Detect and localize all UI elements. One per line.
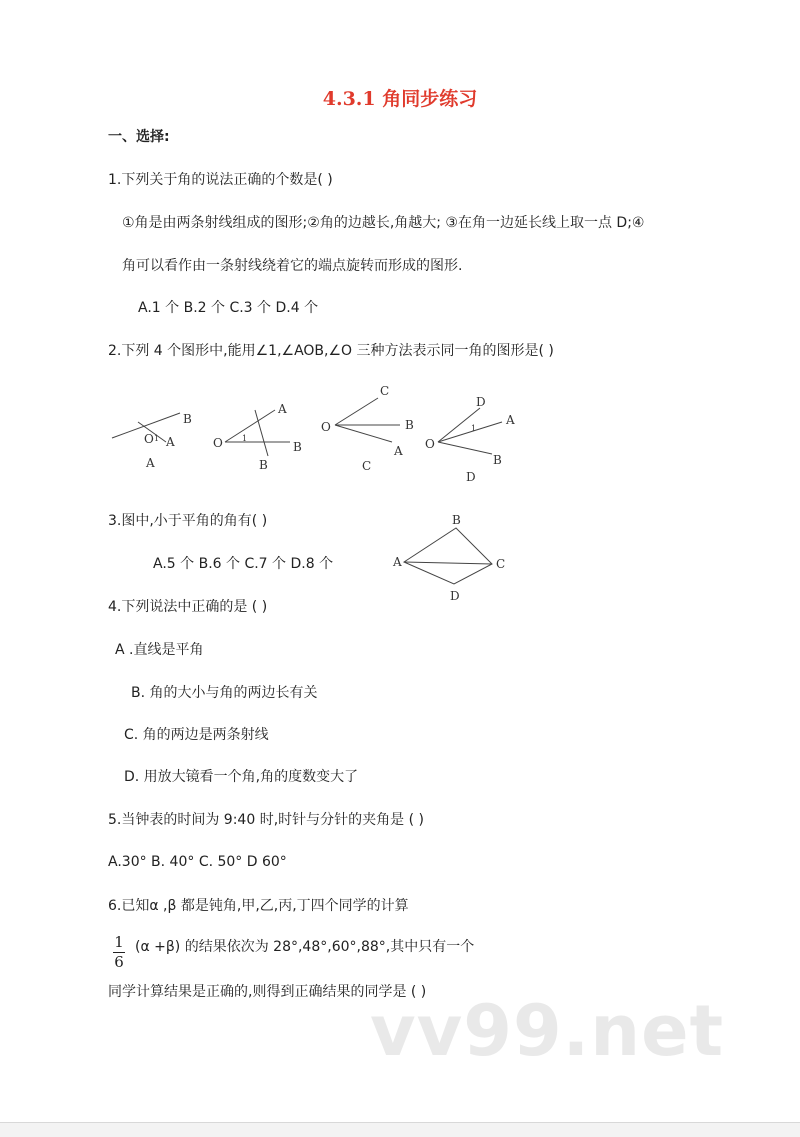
figure-c-label-a: A — [394, 444, 403, 458]
figure-b-label-a: A — [278, 402, 287, 416]
question-2-stem: 2.下列 4 个图形中,能用∠1,∠AOB,∠O 三种方法表示同一角的图形是( ) — [108, 343, 554, 359]
q3-label-c: C — [496, 557, 506, 571]
figure-a-label-b: B — [183, 412, 192, 426]
q3-label-d: D — [450, 589, 460, 603]
figure-b-label-o: O — [213, 436, 223, 450]
question-4-option-a: A .直线是平角 — [115, 642, 204, 658]
figure-a-label-1: 1 — [154, 434, 160, 443]
figure-c-ray-oc — [335, 398, 378, 425]
figure-d-label-d1: D — [476, 395, 486, 409]
figure-b — [225, 410, 290, 456]
fraction-numerator: 1 — [114, 933, 124, 951]
figure-c-label-o: O — [321, 420, 331, 434]
figure-c — [335, 398, 400, 442]
question-5-stem: 5.当钟表的时间为 9:40 时,时针与分针的夹角是 ( ) — [108, 812, 424, 828]
question-1-statements: ①角是由两条射线组成的图形;②角的边越长,角越大; ③在角一边延长线上取一点 D;④ — [122, 215, 645, 231]
fraction-one-sixth — [112, 933, 126, 972]
figure-a-label-a2: A — [146, 456, 155, 470]
page-title: 4.3.1 角同步练习 — [322, 88, 478, 110]
question-4-stem: 4.下列说法中正确的是 ( ) — [108, 599, 268, 615]
figure-d — [438, 408, 502, 454]
question-3-figure — [388, 512, 512, 608]
figure-b-cross-line — [255, 410, 268, 456]
figure-d-label-d2: D — [466, 470, 476, 484]
figure-d-label-a: A — [506, 413, 515, 427]
question-5-options: A.30° B. 40° C. 50° D 60° — [108, 854, 287, 870]
figure-a-label-a1: A — [166, 435, 175, 449]
question-1-stem: 1.下列关于角的说法正确的个数是( ) — [108, 172, 333, 188]
question-3-options: A.5 个 B.6 个 C.7 个 D.8 个 — [153, 556, 334, 572]
question-6-last-line: 同学计算结果是正确的,则得到正确结果的同学是 ( ) — [108, 984, 427, 1000]
figure-b-label-b2: B — [259, 458, 268, 472]
figure-c-label-c2: C — [362, 459, 372, 473]
question-4-option-d: D. 用放大镜看一个角,角的度数变大了 — [124, 769, 359, 785]
question-6-expression: (α +β) 的结果依次为 28°,48°,60°,88°,其中只有一个 — [135, 939, 475, 955]
figure-b-label-1: 1 — [242, 434, 248, 443]
figure-c-label-c1: C — [380, 384, 390, 398]
figure-d-ray-oa — [438, 422, 502, 442]
section-heading: 一、选择: — [108, 129, 170, 145]
figure-c-ray-oa — [335, 425, 392, 442]
figure-d-label-o: O — [425, 437, 435, 451]
figure-b-label-b1: B — [293, 440, 302, 454]
watermark: vv99.net — [370, 990, 725, 1072]
question-2-figures — [100, 380, 540, 490]
question-1-statements-cont: 角可以看作由一条射线绕着它的端点旋转而形成的图形. — [122, 258, 463, 274]
question-4-option-b: B. 角的大小与角的两边长有关 — [131, 685, 318, 701]
question-6-stem: 6.已知α ,β 都是钝角,甲,乙,丙,丁四个同学的计算 — [108, 898, 409, 914]
figure-d-ray-ob — [438, 442, 492, 454]
figure-d-label-1: 1 — [471, 424, 477, 433]
question-4-option-c: C. 角的两边是两条射线 — [124, 727, 269, 743]
figure-c-label-b: B — [405, 418, 414, 432]
diagonal-ac — [404, 562, 492, 564]
figure-d-label-b: B — [493, 453, 502, 467]
question-1-options: A.1 个 B.2 个 C.3 个 D.4 个 — [138, 300, 319, 316]
q3-label-b: B — [452, 513, 461, 527]
q3-label-a: A — [393, 555, 402, 569]
question-3-stem: 3.图中,小于平角的角有( ) — [108, 513, 268, 529]
figure-b-upper-ray — [225, 410, 275, 442]
fraction-denominator: 6 — [114, 953, 124, 971]
figure-a-label-o: O — [144, 432, 154, 446]
quadrilateral-abcd — [404, 528, 492, 584]
